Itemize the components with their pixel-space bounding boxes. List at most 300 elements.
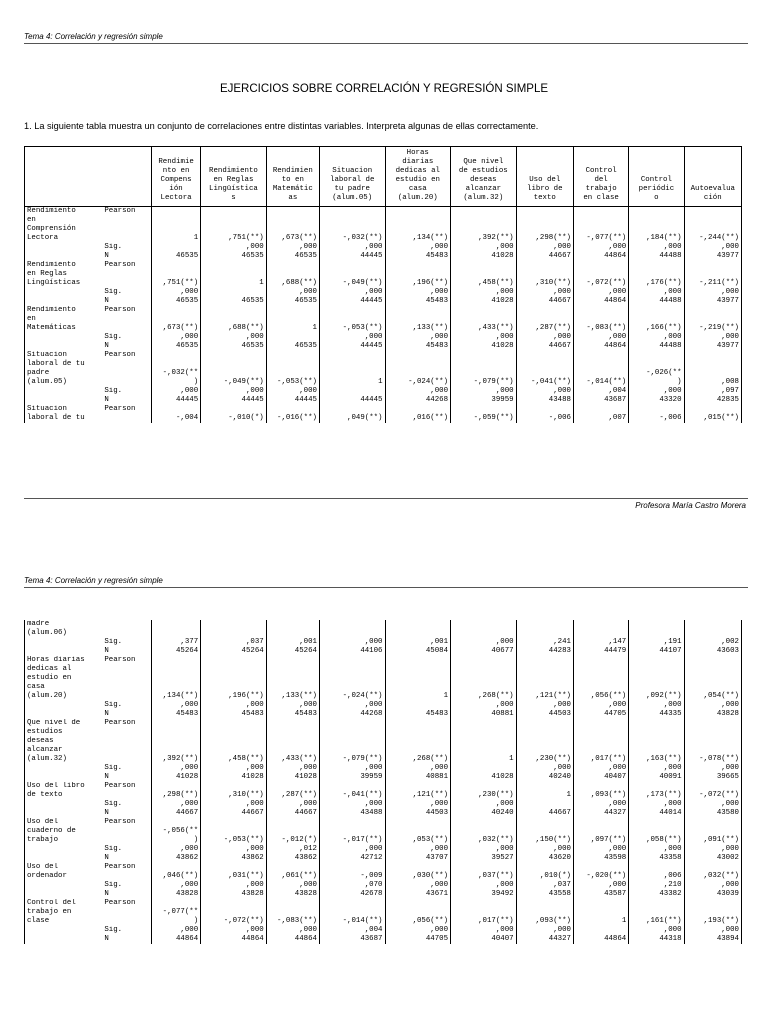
stat-label: N: [104, 396, 109, 404]
table-cell: 44107: [629, 647, 684, 656]
table-cell: 44445: [266, 396, 319, 405]
stat-label: Sig.: [104, 387, 123, 395]
table-cell: ,000: [266, 288, 319, 297]
stat-label: N: [104, 773, 109, 781]
table-cell: -,032(**): [319, 207, 385, 244]
table-cell: ,000: [451, 638, 517, 647]
table-row: [25, 396, 742, 405]
table-row: [25, 656, 742, 701]
table-cell: ,268(**): [385, 719, 451, 764]
column-header: Rendimie nto en Compens ión Lectora: [152, 147, 201, 207]
table-cell: ,133(**): [385, 306, 451, 333]
page-header: Tema 4: Correlación y regresión simple: [24, 32, 163, 41]
table-cell: ,000: [629, 926, 684, 935]
table-row: [25, 719, 742, 764]
table-cell: ,000: [152, 926, 201, 935]
table-cell: ,000: [451, 926, 517, 935]
table-cell: -,024(**): [385, 351, 451, 387]
table-cell: 40240: [451, 809, 517, 818]
table-cell: ,000: [684, 764, 741, 773]
table-cell: ,092(**): [629, 656, 684, 701]
table-row: [25, 845, 742, 854]
row-label: Uso del ordenador: [25, 863, 103, 881]
table-row: [25, 288, 742, 297]
table-cell: ,000: [201, 333, 267, 342]
table-cell: ,015(**): [684, 405, 741, 423]
table-cell: ,000: [319, 288, 385, 297]
table-cell: -,053(**): [201, 818, 267, 845]
table-cell: 44445: [319, 252, 385, 261]
table-cell: [266, 333, 319, 342]
table-cell: 44479: [573, 647, 628, 656]
table-cell: ,000: [684, 800, 741, 809]
table-cell: ,000: [684, 243, 741, 252]
table-cell: ,004: [319, 926, 385, 935]
table-cell: 46535: [201, 297, 267, 306]
column-header: Rendimiento en Reglas Lingüística s: [201, 147, 267, 207]
table-cell: 43828: [266, 890, 319, 899]
stat-label: Pearson: [104, 719, 136, 727]
table-row: [25, 252, 742, 261]
table-cell: ,097(**): [573, 818, 628, 845]
table-cell: ,133(**): [266, 656, 319, 701]
table-row: [25, 854, 742, 863]
table-cell: ,007: [573, 405, 628, 423]
table-cell: ,000: [629, 243, 684, 252]
stat-label: Sig.: [104, 926, 123, 934]
table-cell: ,056(**): [573, 656, 628, 701]
table-cell: 43603: [684, 647, 741, 656]
table-cell: ,017(**): [573, 719, 628, 764]
table-cell: 43320: [629, 396, 684, 405]
table-cell: 1: [573, 899, 628, 926]
document-title: EJERCICIOS SOBRE CORRELACIÓN Y REGRESIÓN SIMPLE: [219, 83, 549, 95]
stat-label: Sig.: [104, 333, 123, 341]
table-cell: 43894: [684, 935, 741, 944]
table-cell: ,392(**): [152, 719, 201, 764]
table-cell: -,004: [152, 405, 201, 423]
table-row: [25, 342, 742, 351]
column-header: Autoevalua ción: [684, 147, 741, 207]
table-cell: 43828: [152, 890, 201, 899]
table-cell: ,000: [573, 243, 628, 252]
table-cell: -,077(**): [573, 207, 628, 244]
table-cell: 44667: [152, 809, 201, 818]
table-row: [25, 333, 742, 342]
table-cell: ,053(**): [385, 818, 451, 845]
table-cell: -,014(**): [319, 899, 385, 926]
table-cell: ,310(**): [516, 261, 573, 288]
table-cell: ,134(**): [152, 656, 201, 701]
column-header: Horas diarias dedicas al estudio en casa (alum.20): [385, 147, 451, 207]
table-cell: ,196(**): [201, 656, 267, 701]
table-cell: 44864: [266, 935, 319, 944]
table-cell: ,093(**): [516, 899, 573, 926]
table-cell: 1: [319, 351, 385, 387]
table-cell: ,000: [266, 701, 319, 710]
table-cell: -,016(**): [266, 405, 319, 423]
table-cell: 40881: [451, 710, 517, 719]
table-cell: -,083(**): [266, 899, 319, 926]
row-label: [25, 243, 103, 252]
table-cell: ,000: [385, 845, 451, 854]
table-cell: 45483: [385, 710, 451, 719]
table-cell: ,000: [266, 800, 319, 809]
column-header: Control periódic o: [629, 147, 684, 207]
table-cell: 43382: [629, 890, 684, 899]
table-cell: ,000: [319, 701, 385, 710]
table-cell: ,000: [201, 387, 267, 396]
table-cell: 45483: [385, 252, 451, 261]
table-cell: ,000: [629, 845, 684, 854]
table-cell: 44864: [573, 252, 628, 261]
table-cell: 43828: [201, 890, 267, 899]
table-cell: -,041(**): [516, 351, 573, 387]
table-cell: ,000: [266, 926, 319, 935]
row-label: [25, 342, 103, 351]
table-cell: ,000: [152, 764, 201, 773]
table-row: [25, 647, 742, 656]
table-cell: ,688(**): [266, 261, 319, 288]
table-cell: [516, 800, 573, 809]
table-cell: ,000: [451, 701, 517, 710]
table-cell: 40407: [573, 773, 628, 782]
table-cell: ,001: [385, 638, 451, 647]
table-cell: ,070: [319, 881, 385, 890]
table-cell: ,000: [152, 333, 201, 342]
table-cell: ,000: [451, 845, 517, 854]
header-rule-2: [24, 587, 748, 588]
table-cell: ,000: [266, 243, 319, 252]
table-cell: 39527: [451, 854, 517, 863]
table-cell: ,000: [319, 764, 385, 773]
table-cell: 46535: [201, 252, 267, 261]
stat-label: Sig.: [104, 638, 123, 646]
table-cell: 44667: [201, 809, 267, 818]
header-corner: [25, 147, 152, 207]
row-label: [25, 333, 103, 342]
row-label: [25, 638, 103, 647]
table-cell: 44445: [152, 396, 201, 405]
table-cell: ,000: [319, 243, 385, 252]
footer-rule: [24, 498, 748, 499]
table-cell: 41028: [451, 297, 517, 306]
table-cell: -,024(**): [319, 656, 385, 701]
table-cell: ,000: [629, 701, 684, 710]
table-cell: ,000: [385, 926, 451, 935]
table-cell: 43598: [573, 854, 628, 863]
row-label: [25, 647, 103, 656]
table-cell: 44864: [573, 297, 628, 306]
table-cell: 1: [152, 207, 201, 244]
table-cell: ,377: [152, 638, 201, 647]
table-cell: ,000: [684, 701, 741, 710]
table-cell: 43862: [266, 854, 319, 863]
table-cell: ,037: [201, 638, 267, 647]
table-cell: 42712: [319, 854, 385, 863]
table-cell: ,004: [573, 387, 628, 396]
table-cell: ,000: [451, 800, 517, 809]
table-cell: [319, 387, 385, 396]
table-cell: 46535: [266, 342, 319, 351]
table-cell: ,000: [516, 764, 573, 773]
table-cell: [451, 620, 517, 638]
table-cell: 45264: [266, 647, 319, 656]
row-label: [25, 809, 103, 818]
table-cell: ,176(**): [629, 261, 684, 288]
table-cell: ,673(**): [152, 306, 201, 333]
table-cell: ,121(**): [385, 782, 451, 800]
table-cell: 44864: [201, 935, 267, 944]
table-cell: 45483: [266, 710, 319, 719]
table-cell: -,012(*): [266, 818, 319, 845]
table-cell: ,000: [385, 881, 451, 890]
table-cell: ,000: [385, 243, 451, 252]
table-cell: -,211(**): [684, 261, 741, 288]
table-cell: ,166(**): [629, 306, 684, 333]
table-row: [25, 620, 742, 638]
table-cell: ,002: [684, 638, 741, 647]
stat-label: N: [104, 890, 109, 898]
table-cell: 46535: [152, 297, 201, 306]
table-cell: 42678: [319, 890, 385, 899]
correlation-table-part2: [24, 620, 742, 944]
table-cell: 44327: [573, 809, 628, 818]
stat-label: Pearson: [104, 818, 136, 826]
table-cell: [266, 620, 319, 638]
row-label: Uso del libro de texto: [25, 782, 103, 800]
table-row: [25, 926, 742, 935]
row-label: Control del trabajo en clase: [25, 899, 103, 926]
table-cell: ,193(**): [684, 899, 741, 926]
table-cell: -,053(**): [319, 306, 385, 333]
table-cell: 44488: [629, 342, 684, 351]
table-cell: ,458(**): [201, 719, 267, 764]
table-cell: ,287(**): [516, 306, 573, 333]
header-rule: [24, 43, 748, 44]
table-cell: ,000: [319, 333, 385, 342]
row-label: Situacion laboral de tu: [25, 405, 103, 423]
table-cell: [629, 620, 684, 638]
table-row: [25, 863, 742, 881]
stat-label: Pearson: [104, 261, 136, 269]
table-cell: 41028: [451, 773, 517, 782]
table-cell: 45084: [385, 647, 451, 656]
table-row: [25, 935, 742, 944]
stat-label: N: [104, 647, 109, 655]
table-cell: ,032(**): [684, 863, 741, 881]
row-label: [25, 396, 103, 405]
table-cell: [201, 620, 267, 638]
table-cell: ,000: [201, 926, 267, 935]
table-cell: ,000: [266, 764, 319, 773]
table-cell: ,000: [266, 387, 319, 396]
table-cell: ,147: [573, 638, 628, 647]
row-label: Horas diarias dedicas al estudio en casa (alum.20): [25, 656, 103, 701]
stat-label: Pearson: [104, 656, 136, 664]
table-cell: ,000: [201, 845, 267, 854]
table-cell: 44268: [385, 396, 451, 405]
table-cell: ,241: [516, 638, 573, 647]
table-cell: -,079(**): [451, 351, 517, 387]
page-footer: Profesora María Castro Morera: [635, 501, 746, 510]
table-row: [25, 405, 742, 423]
row-label: [25, 387, 103, 396]
row-label: Rendimiento en Reglas Lingüísticas: [25, 261, 103, 288]
row-label: [25, 701, 103, 710]
stat-label: N: [104, 710, 109, 718]
row-label: [25, 854, 103, 863]
row-label: madre (alum.06): [25, 620, 103, 638]
table-cell: ,000: [684, 845, 741, 854]
table-cell: ,230(**): [516, 719, 573, 764]
table-cell: ,458(**): [451, 261, 517, 288]
table-cell: ,000: [629, 387, 684, 396]
table-cell: -,049(**): [319, 261, 385, 288]
table-cell: ,392(**): [451, 207, 517, 244]
table-cell: ,000: [684, 288, 741, 297]
table-cell: 45264: [152, 647, 201, 656]
table-cell: ,000: [516, 288, 573, 297]
table-cell: ,433(**): [451, 306, 517, 333]
column-header: Situacion laboral de tu padre (alum.05): [319, 147, 385, 207]
table-row: [25, 207, 742, 244]
row-label: [25, 800, 103, 809]
table-cell: ,000: [573, 288, 628, 297]
table-cell: ,121(**): [516, 656, 573, 701]
table-cell: 44445: [319, 297, 385, 306]
table-cell: ,000: [629, 764, 684, 773]
table-cell: 44705: [385, 935, 451, 944]
stat-label: N: [104, 809, 109, 817]
table-cell: [385, 701, 451, 710]
stat-label: N: [104, 935, 109, 943]
table-cell: 44268: [319, 710, 385, 719]
row-label: [25, 764, 103, 773]
stat-label: Sig.: [104, 764, 123, 772]
table-cell: ,298(**): [516, 207, 573, 244]
table-cell: ,000: [152, 701, 201, 710]
table-cell: [516, 620, 573, 638]
table-cell: 44335: [629, 710, 684, 719]
table-cell: ,210: [629, 881, 684, 890]
table-cell: [573, 620, 628, 638]
table-cell: ,000: [152, 800, 201, 809]
table-cell: ,268(**): [451, 656, 517, 701]
table-cell: 40240: [516, 773, 573, 782]
table-cell: -,010(*): [201, 405, 267, 423]
table-cell: ,000: [451, 387, 517, 396]
table-cell: ,000: [629, 288, 684, 297]
table-cell: 40407: [451, 935, 517, 944]
table-cell: ,000: [451, 243, 517, 252]
row-label: Uso del cuaderno de trabajo: [25, 818, 103, 845]
table-cell: 46535: [201, 342, 267, 351]
table-cell: -,020(**): [573, 863, 628, 881]
table-cell: ,161(**): [629, 899, 684, 926]
table-row: [25, 710, 742, 719]
stat-label: Sig.: [104, 701, 123, 709]
table-row: [25, 261, 742, 288]
table-cell: ,000: [629, 800, 684, 809]
table-cell: 43488: [516, 396, 573, 405]
table-cell: ,230(**): [451, 782, 517, 800]
table-cell: ,310(**): [201, 782, 267, 800]
table-cell: ,091(**): [684, 818, 741, 845]
table-cell: -,079(**): [319, 719, 385, 764]
table-cell: ,688(**): [201, 306, 267, 333]
table-cell: ,000: [573, 333, 628, 342]
row-label: Situacion laboral de tu padre (alum.05): [25, 351, 103, 387]
column-header: Que nivel de estudios deseas alcanzar (alum.32): [451, 147, 517, 207]
table-cell: ,000: [201, 881, 267, 890]
table-cell: [201, 288, 267, 297]
table-cell: ,163(**): [629, 719, 684, 764]
table-cell: ,000: [266, 881, 319, 890]
table-row: [25, 818, 742, 845]
row-label: [25, 926, 103, 935]
table-cell: 44864: [573, 342, 628, 351]
table-cell: 46535: [266, 252, 319, 261]
stat-label: N: [104, 854, 109, 862]
column-header: Rendimien to en Matemátic as: [266, 147, 319, 207]
table-cell: [152, 243, 201, 252]
table-cell: 41028: [451, 342, 517, 351]
table-cell: ,037: [516, 881, 573, 890]
table-cell: -,083(**): [573, 306, 628, 333]
table-cell: [319, 620, 385, 638]
table-cell: 41028: [152, 773, 201, 782]
table-cell: ,000: [152, 387, 201, 396]
table-cell: -,219(**): [684, 306, 741, 333]
table-cell: ,000: [385, 333, 451, 342]
table-cell: -,059(**): [451, 405, 517, 423]
table-cell: ,150(**): [516, 818, 573, 845]
table-cell: 39959: [319, 773, 385, 782]
stat-label: Pearson: [104, 405, 136, 413]
table-cell: ,061(**): [266, 863, 319, 881]
table-cell: ,000: [516, 845, 573, 854]
table-cell: ,000: [319, 800, 385, 809]
table-cell: 41028: [266, 773, 319, 782]
table-cell: 43488: [319, 809, 385, 818]
table-cell: ,000: [684, 333, 741, 342]
table-cell: ,000: [385, 387, 451, 396]
table-cell: 41028: [451, 252, 517, 261]
row-label: [25, 252, 103, 261]
row-label: [25, 845, 103, 854]
table-row: [25, 890, 742, 899]
table-cell: -,006: [516, 405, 573, 423]
table-cell: 1: [266, 306, 319, 333]
table-cell: ,010(*): [516, 863, 573, 881]
table-cell: ,000: [385, 800, 451, 809]
table-cell: ,000: [451, 288, 517, 297]
table-cell: ,191: [629, 638, 684, 647]
table-cell: -,072(**): [573, 261, 628, 288]
table-cell: ,000: [516, 333, 573, 342]
table-cell: ,000: [319, 845, 385, 854]
table-cell: 39665: [684, 773, 741, 782]
table-cell: -,006: [629, 405, 684, 423]
row-label: [25, 881, 103, 890]
table-cell: ,000: [152, 881, 201, 890]
table-cell: 43558: [516, 890, 573, 899]
table-row: [25, 881, 742, 890]
table-cell: 43587: [573, 890, 628, 899]
row-label: [25, 890, 103, 899]
table-cell: ,037(**): [451, 863, 517, 881]
